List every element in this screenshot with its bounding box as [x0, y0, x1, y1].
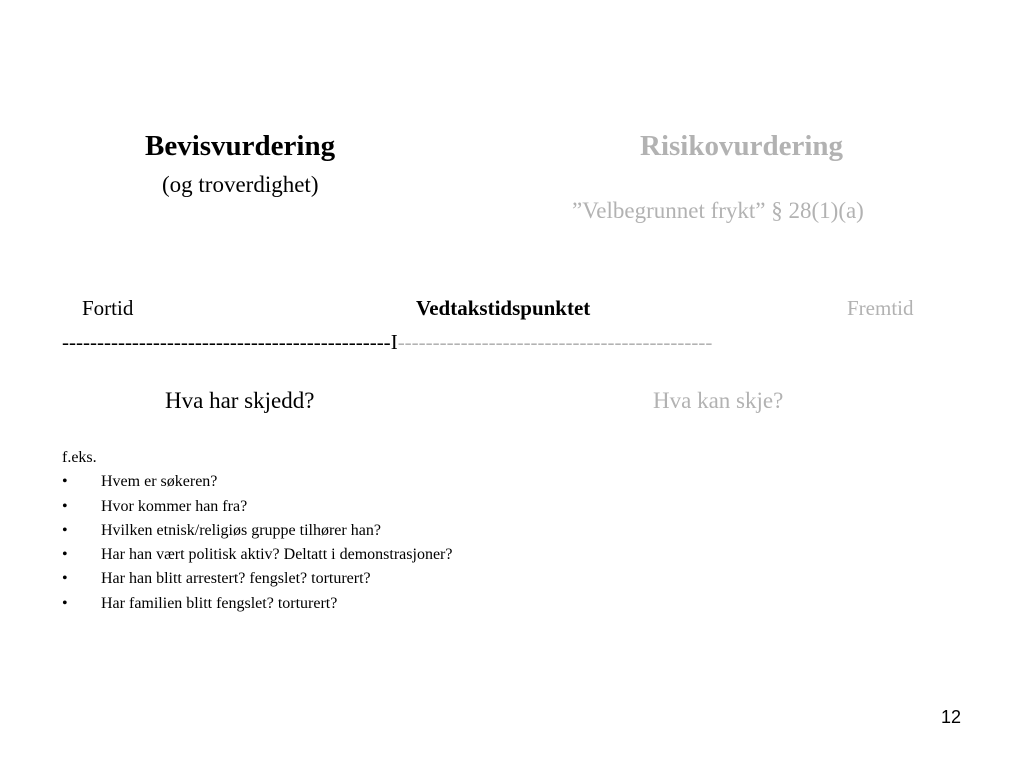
- bullet-icon: •: [62, 521, 68, 539]
- timeline-past-label: Fortid: [82, 296, 134, 320]
- examples-block: [62, 446, 452, 616]
- examples-list: [62, 470, 452, 616]
- timeline-line: [62, 330, 712, 355]
- list-item: [62, 495, 452, 519]
- past-question: Hva har skjedd?: [165, 388, 315, 413]
- bullet-icon: •: [62, 594, 68, 612]
- list-item: [62, 567, 452, 591]
- timeline-decision-label: Vedtakstidspunktet: [416, 296, 591, 320]
- timeline-future-label: Fremtid: [847, 296, 914, 320]
- page-number: 12: [941, 707, 962, 727]
- timeline-future-dashes: ---------------------------------------------: [397, 330, 713, 354]
- timeline-decision-marker: I: [390, 330, 398, 354]
- list-item: [62, 470, 452, 494]
- list-item-text: Hvor kommer han fra?: [101, 497, 248, 515]
- bullet-icon: •: [62, 473, 68, 491]
- bullet-icon: •: [62, 497, 68, 515]
- list-item-text: Har han blitt arrestert? fengslet? torturert?: [101, 570, 371, 588]
- list-item-text: Hvem er søkeren?: [101, 473, 218, 491]
- evidence-assessment-title: Bevisvurdering: [145, 130, 336, 162]
- list-item: [62, 592, 452, 616]
- risk-assessment-subtitle: ”Velbegrunnet frykt” § 28(1)(a): [572, 198, 864, 223]
- list-item: [62, 543, 452, 567]
- evidence-assessment-subtitle: (og troverdighet): [162, 172, 319, 197]
- list-item-text: Har familien blitt fengslet? torturert?: [101, 594, 338, 612]
- examples-intro: f.eks.: [62, 449, 97, 466]
- list-item-text: Hvilken etnisk/religiøs gruppe tilhører han?: [101, 521, 381, 539]
- bullet-icon: •: [62, 546, 68, 564]
- list-item: [62, 519, 452, 543]
- future-question: Hva kan skje?: [653, 388, 784, 413]
- timeline-past-dashes: -----------------------------------------------: [62, 330, 391, 354]
- list-item-text: Har han vært politisk aktiv? Deltatt i demonstrasjoner?: [101, 546, 453, 564]
- risk-assessment-title: Risikovurdering: [640, 130, 844, 162]
- bullet-icon: •: [62, 570, 68, 588]
